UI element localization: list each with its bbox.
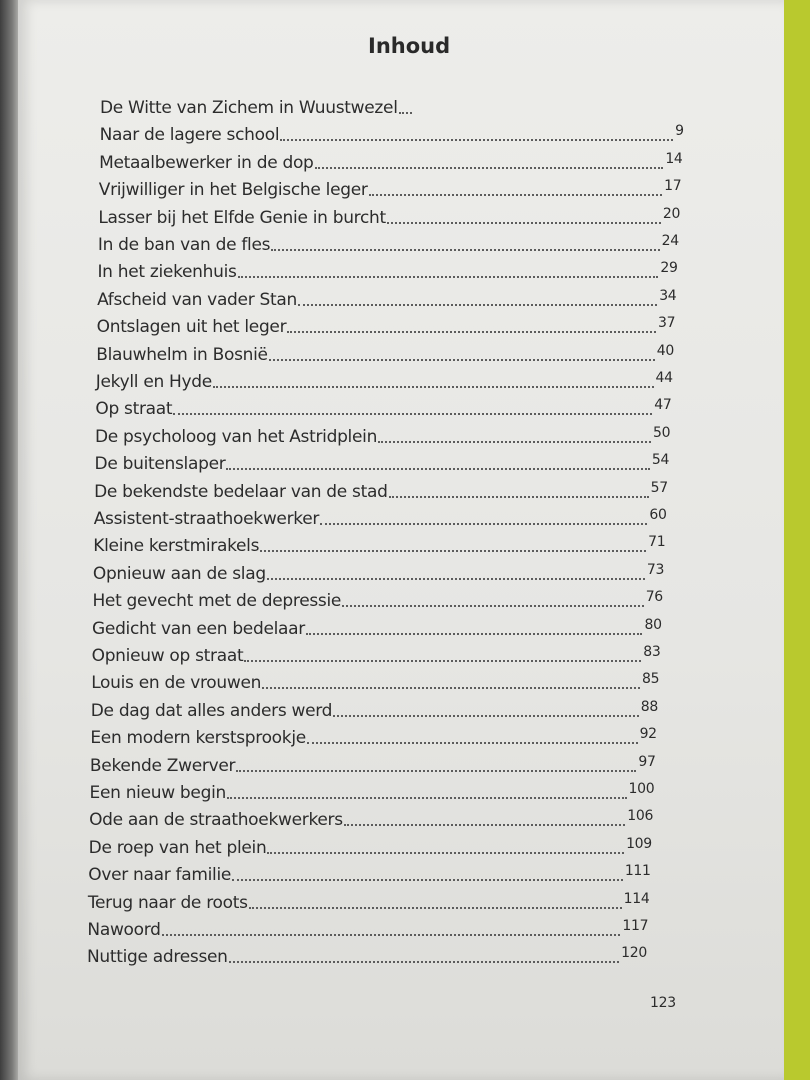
toc-entry-page: 50 <box>653 424 671 441</box>
toc-entry-title: Blauwhelm in Bosnië <box>96 344 268 365</box>
toc-entry-page: 37 <box>657 315 676 332</box>
toc-entry-page: 100 <box>628 781 655 797</box>
toc-entry-page: 9 <box>675 123 684 140</box>
toc-dot-leader <box>267 578 645 580</box>
toc-entry-title: Nuttige adressen <box>87 947 228 968</box>
toc-dot-leader <box>271 249 659 251</box>
toc-dot-leader <box>162 934 621 936</box>
toc-dot-leader <box>287 331 656 333</box>
toc-entry <box>89 806 653 830</box>
toc-entry-title: De roep van het plein <box>88 837 267 858</box>
toc-entry-title: Op straat <box>95 399 173 420</box>
toc-dot-leader <box>267 852 624 854</box>
toc-entry-page: 85 <box>642 671 660 688</box>
toc-entry <box>92 615 662 639</box>
toc-entry-page: 109 <box>626 835 652 852</box>
toc-entry-page: 34 <box>659 287 677 304</box>
toc-entry-page: 97 <box>638 753 656 770</box>
toc-entry-page: 24 <box>661 233 679 249</box>
toc-dot-leader <box>369 194 663 196</box>
toc-entry-page: 114 <box>623 890 650 907</box>
toc-dot-leader <box>236 770 636 772</box>
toc-dot-leader <box>320 523 647 525</box>
toc-entry-title: Het gevecht met de depressie <box>92 591 342 612</box>
toc-dot-leader <box>344 824 626 826</box>
toc-dot-leader <box>298 304 657 306</box>
toc-entry-title: Nawoord <box>87 920 161 940</box>
toc-entry <box>89 834 652 858</box>
toc-entry-title: De dag dat alles anders werd <box>90 700 333 721</box>
toc-entry-title: Afscheid van vader Stan <box>97 289 297 310</box>
toc-dot-leader <box>249 907 622 909</box>
toc-entry-title: Jekyll en Hyde <box>95 372 212 392</box>
toc-entry <box>100 94 414 118</box>
toc-dot-leader <box>387 222 661 224</box>
toc-entry <box>95 395 671 419</box>
toc-entry <box>95 423 670 447</box>
toc-dot-leader <box>378 441 651 443</box>
toc-entry <box>91 697 658 721</box>
toc-entry <box>87 916 648 940</box>
toc-entry-title: Opnieuw op straat <box>91 646 244 666</box>
toc-entry <box>97 286 676 310</box>
toc-entry <box>93 560 664 584</box>
toc-entry-page: 88 <box>640 698 659 715</box>
toc-entry-page: 29 <box>660 260 678 277</box>
toc-dot-leader <box>229 961 620 963</box>
toc-entry-title: In de ban van de fles <box>97 235 271 255</box>
toc-dot-leader <box>173 413 652 415</box>
toc-entry-page: 123 <box>650 995 676 1011</box>
toc-dot-leader <box>307 742 638 744</box>
toc-dot-leader <box>262 687 640 689</box>
toc-entry-page: 76 <box>645 589 663 606</box>
toc-dot-leader <box>269 359 655 361</box>
toc-entry <box>90 752 656 776</box>
toc-entry-title: Vrijwilliger in het Belgische leger <box>98 180 368 201</box>
toc-dot-leader <box>399 112 412 114</box>
toc-dot-leader <box>232 879 623 881</box>
toc-entry-page: 120 <box>621 945 647 962</box>
toc-entry-title: Assistent-straathoekwerker <box>93 509 320 529</box>
toc-entry-page: 92 <box>639 726 657 743</box>
toc-entry-page: 71 <box>648 534 666 551</box>
toc-entry-title: Gedicht van een bedelaar <box>92 618 305 639</box>
toc-entry <box>96 341 674 365</box>
toc-entry-title: Louis en de vrouwen <box>91 673 262 694</box>
toc-entry <box>100 121 684 145</box>
toc-entry-title: Ontslagen uit het leger <box>96 317 287 338</box>
toc-entry <box>91 669 659 693</box>
toc-entry <box>87 943 647 967</box>
toc-dot-leader <box>342 605 644 607</box>
toc-dot-leader <box>389 496 649 498</box>
toc-entry <box>93 532 665 556</box>
toc-entry <box>92 587 662 611</box>
toc-entry <box>99 176 682 200</box>
toc-entry-page: 106 <box>627 808 654 825</box>
toc-entry-page: 57 <box>650 479 668 496</box>
toc-entry-page: 44 <box>655 370 673 386</box>
toc-entry <box>88 861 650 885</box>
toc-entry-title: De buitenslaper <box>94 454 226 475</box>
toc-entry-title: Opnieuw aan de slag <box>92 563 266 584</box>
toc-entry <box>97 313 676 337</box>
toc-entry-page: 73 <box>646 561 665 578</box>
toc-entry-title: Terug naar de roots <box>87 892 248 913</box>
toc-dot-leader <box>227 797 627 799</box>
toc-entry-title: De bekendste bedelaar van de stad <box>94 481 388 502</box>
toc-entry <box>97 258 677 282</box>
toc-entry-page: 17 <box>664 178 682 195</box>
toc-entry-title: De psycholoog van het Astridplein <box>94 426 378 447</box>
toc-entry-title: Over naar familie <box>88 865 232 886</box>
trailing-page-number <box>650 993 684 1017</box>
toc-entry-page: 20 <box>662 205 681 222</box>
toc-dot-leader <box>315 167 664 169</box>
toc-entry <box>90 724 656 748</box>
toc-entry <box>90 779 655 803</box>
toc-entry-title: Lasser bij het Elfde Genie in burcht <box>98 207 386 228</box>
toc-entry-title: Naar de lagere school <box>99 125 280 146</box>
toc-entry <box>95 450 670 474</box>
toc-entry-page: 40 <box>656 342 674 359</box>
toc-entry-title: Een modern kerstsprookje <box>90 728 306 749</box>
toc-entry-page: 117 <box>622 918 649 934</box>
toc-dot-leader <box>238 276 659 278</box>
toc-dot-leader <box>280 139 673 141</box>
toc-dot-leader <box>213 386 654 388</box>
toc-entry <box>88 889 650 913</box>
toc-entry-page: 54 <box>651 452 670 469</box>
toc-dot-leader <box>260 550 646 552</box>
toc-entry <box>99 149 682 173</box>
toc-dot-leader <box>306 633 643 635</box>
toc-entry-title: Bekende Zwerver <box>89 755 236 776</box>
toc-dot-leader <box>244 660 641 662</box>
toc-entry-page: 80 <box>644 616 662 633</box>
toc-entry-title: De Witte van Zichem in Wuustwezel <box>100 98 398 118</box>
toc-dot-leader <box>333 715 639 717</box>
toc-entry-title: In het ziekenhuis <box>97 262 237 283</box>
toc-entry-title: Kleine kerstmirakels <box>93 536 260 557</box>
toc-entry-page: 111 <box>624 863 651 880</box>
toc-entry <box>98 231 679 255</box>
toc-heading: Inhoud <box>368 34 451 58</box>
toc-entry-title: Een nieuw begin <box>89 783 226 803</box>
toc-entry <box>98 204 680 228</box>
toc-entry-page: 47 <box>654 397 672 414</box>
toc-entry-page: 83 <box>643 644 661 660</box>
toc-entry-title: Metaalbewerker in de dop <box>99 152 314 173</box>
toc-entry <box>96 368 673 392</box>
toc-entry-page: 14 <box>665 150 683 167</box>
toc-entry <box>94 505 667 529</box>
toc-entry-page: 60 <box>649 507 667 523</box>
toc-entry <box>94 478 668 502</box>
toc-entry-title: Ode aan de straathoekwerkers <box>89 810 343 831</box>
toc-dot-leader <box>226 468 649 470</box>
toc-entry <box>92 642 661 666</box>
